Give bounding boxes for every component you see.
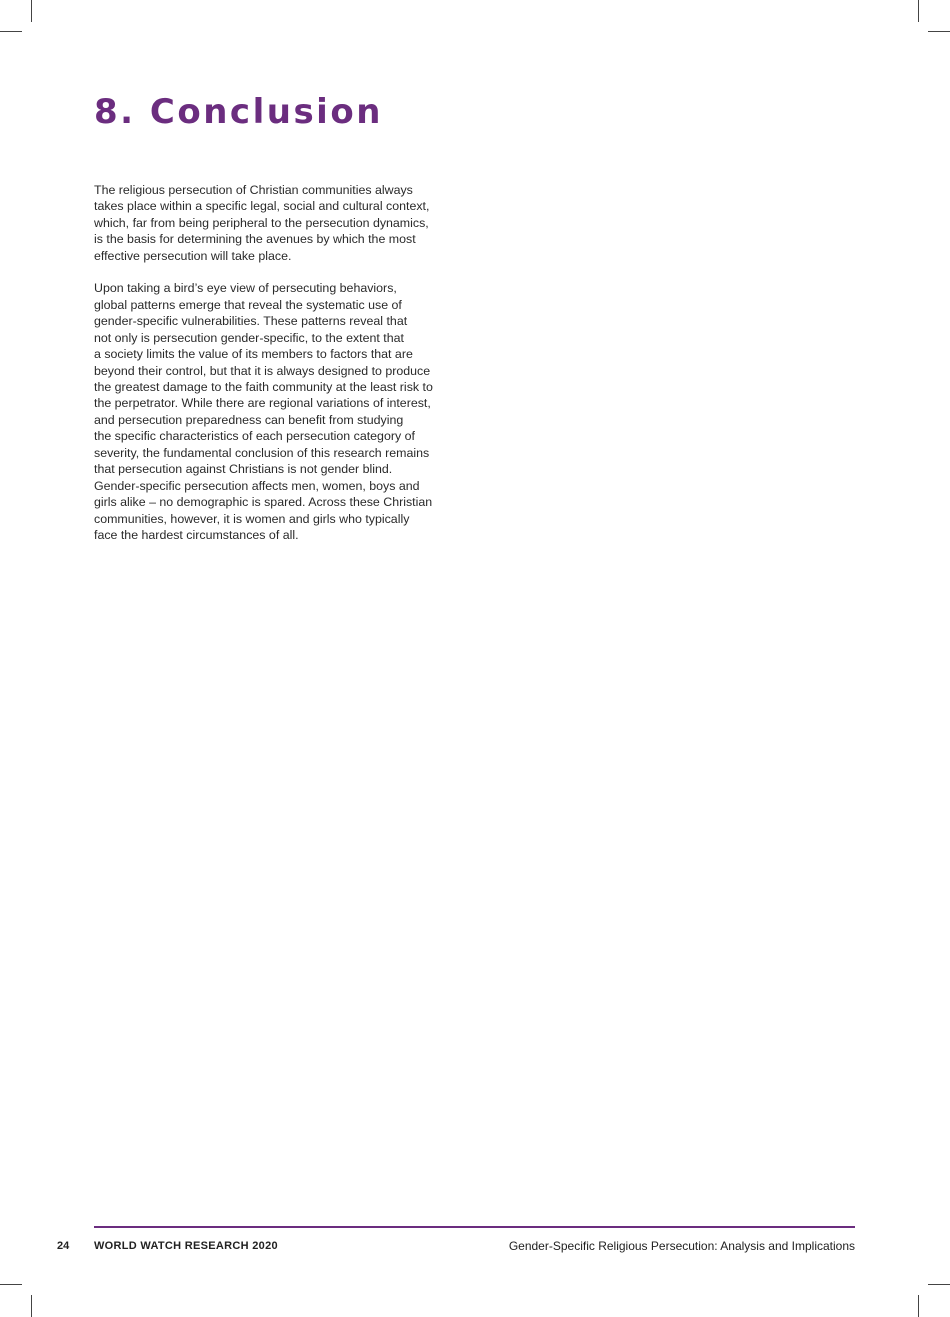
paragraph-2 [94, 280, 466, 543]
footer-divider [94, 1226, 855, 1228]
text-line: face the hardest circumstances of all. [94, 528, 299, 543]
body-text [94, 182, 466, 560]
crop-mark-bottom-left-vertical [31, 1295, 32, 1317]
page-number: 24 [57, 1240, 70, 1252]
crop-mark-top-left-horizontal [0, 31, 22, 32]
text-line: Upon taking a bird’s eye view of persecuting behaviors, [94, 281, 397, 296]
publication-name: WORLD WATCH RESEARCH 2020 [94, 1240, 278, 1252]
text-line: global patterns emerge that reveal the systematic use of [94, 297, 402, 312]
crop-mark-bottom-right-horizontal [928, 1284, 950, 1285]
text-line: and persecution preparedness can benefit from studying [94, 412, 404, 427]
text-line: effective persecution will take place. [94, 248, 292, 263]
text-line: communities, however, it is women and girls who typically [94, 511, 410, 526]
text-line: Gender-specific persecution affects men, women, boys and [94, 478, 420, 493]
crop-mark-top-right-vertical [918, 0, 919, 22]
report-title: Gender-Specific Religious Persecution: Analysis and Implications [508, 1239, 855, 1253]
text-line: the perpetrator. While there are regional variations of interest, [94, 396, 431, 411]
paragraph-1 [94, 182, 466, 264]
text-line: girls alike – no demographic is spared. Across these Christian [94, 495, 433, 510]
crop-mark-bottom-right-vertical [918, 1295, 919, 1317]
text-line: gender-specific vulnerabilities. These patterns reveal that [94, 314, 408, 329]
text-line: takes place within a specific legal, social and cultural context, [94, 199, 430, 214]
text-line: is the basis for determining the avenues by which the most [94, 232, 416, 247]
text-line: which, far from being peripheral to the persecution dynamics, [94, 215, 429, 230]
page-title: 8. Conclusion [94, 92, 383, 132]
crop-mark-bottom-left-horizontal [0, 1284, 22, 1285]
crop-mark-top-left-vertical [31, 0, 32, 22]
text-line: that persecution against Christians is not gender blind. [94, 462, 393, 477]
text-line: The religious persecution of Christian communities always [94, 183, 413, 197]
text-line: not only is persecution gender-specific, to the extent that [94, 330, 404, 345]
crop-mark-top-right-horizontal [928, 31, 950, 32]
text-line: a society limits the value of its members to factors that are [94, 347, 413, 362]
text-line: the greatest damage to the faith community at the least risk to [94, 379, 433, 394]
text-line: the specific characteristics of each persecution category of [94, 429, 415, 444]
text-line: beyond their control, but that it is always designed to produce [94, 363, 431, 378]
text-line: severity, the fundamental conclusion of this research remains [94, 445, 430, 460]
